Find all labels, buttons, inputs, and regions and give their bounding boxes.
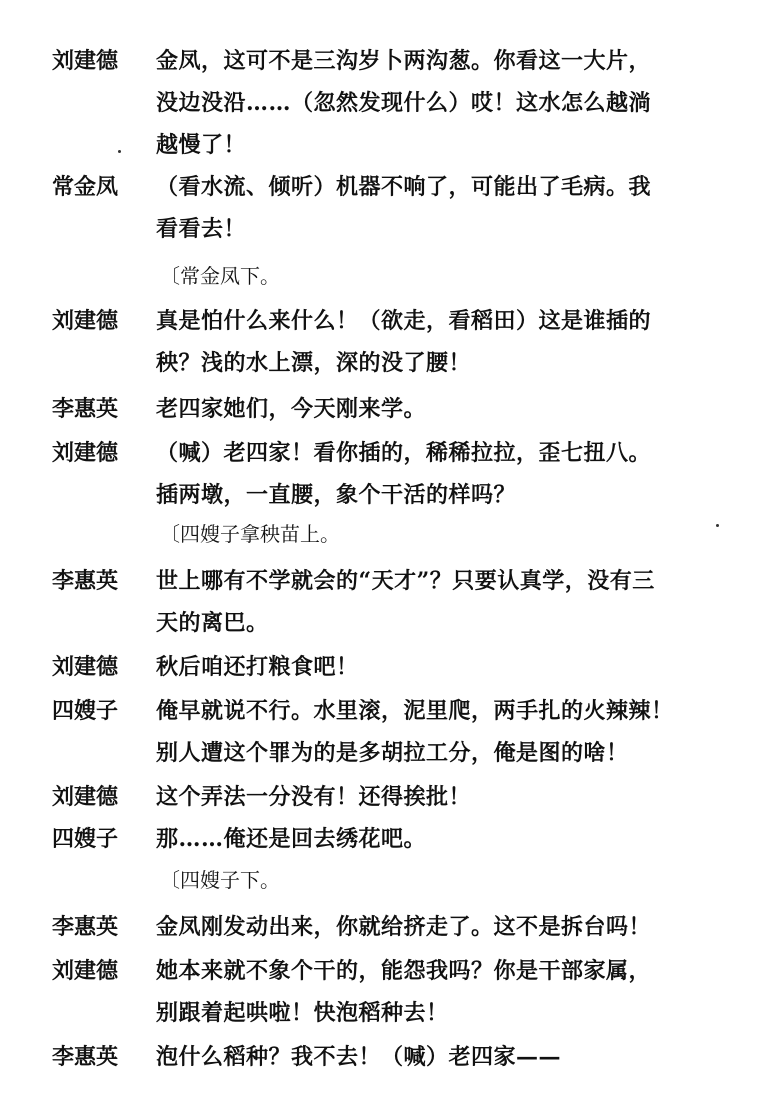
speech-text: [156, 300, 736, 384]
speech-line: 世上哪有不学就会的“天才”？只要认真学，没有三: [156, 568, 655, 594]
speech-text: [156, 646, 736, 688]
speech-line: 她本来就不象个干的，能怨我吗？你是干部家属，: [156, 958, 652, 984]
speech-line: 泡什么稻种？我不去！（喊）老四家——: [156, 1044, 562, 1070]
speaker-name: 李惠英: [52, 568, 119, 594]
speech-line: 金凤刚发动出来，你就给挤走了。这不是拆台吗！: [156, 914, 652, 940]
speech-text: [156, 950, 736, 1034]
speech-line: 天的离巴。: [156, 610, 269, 636]
speech-line: （看水流、倾听）机器不响了，可能出了毛病。我: [156, 174, 652, 200]
speech-line: 秧？浅的水上漂，深的没了腰！: [156, 350, 472, 376]
speech-text: [156, 40, 736, 166]
speech-line: 真是怕什么来什么！（欲走，看稻田）这是谁插的: [156, 308, 652, 334]
speaker-name: 刘建德: [52, 440, 119, 466]
print-speck: [716, 524, 719, 527]
speech-line: 插两墩，一直腰，象个干活的样吗？: [156, 482, 517, 508]
stage-direction: 〔常金凤下。: [160, 264, 280, 288]
speaker-name: 刘建德: [52, 308, 119, 334]
speaker-name: 刘建德: [52, 958, 119, 984]
stage-direction: 〔四嫂子拿秧苗上。: [160, 522, 340, 546]
speech-text: [156, 906, 736, 948]
speech-text: [156, 818, 736, 860]
speech-line: 越慢了！: [156, 132, 247, 158]
speech-line: 老四家她们，今天刚来学。: [156, 396, 427, 422]
speaker-name: 刘建德: [52, 48, 119, 74]
speech-line: 那……俺还是回去绣花吧。: [156, 826, 427, 852]
speech-line: 俺早就说不行。水里滚，泥里爬，两手扎的火辣辣！: [156, 698, 674, 724]
stage-direction: 〔四嫂子下。: [160, 868, 280, 892]
speaker-name: 刘建德: [52, 784, 119, 810]
speech-line: 别人遭这个罪为的是多胡拉工分，俺是图的啥！: [156, 740, 629, 766]
speaker-name: 四嫂子: [52, 826, 119, 852]
speech-line: 这个弄法一分没有！还得挨批！: [156, 784, 472, 810]
speech-line: 没边没沿……（忽然发现什么）哎！这水怎么越淌: [156, 90, 652, 116]
speech-line: 金凤，这可不是三沟岁卜两沟葱。你看这一大片，: [156, 48, 652, 74]
speech-text: [156, 166, 736, 250]
speech-line: 秋后咱还打粮食吧！: [156, 654, 359, 680]
speaker-name: 四嫂子: [52, 698, 119, 724]
speaker-name: 李惠英: [52, 396, 119, 422]
speech-line: 看看去！: [156, 216, 247, 242]
speech-line: 别跟着起哄啦！快泡稻种去！: [156, 1000, 449, 1026]
speaker-name: 常金凤: [52, 174, 119, 200]
speech-text: [156, 388, 736, 430]
speech-line: （喊）老四家！看你插的，稀稀拉拉，歪七扭八。: [156, 440, 652, 466]
speech-text: [156, 1036, 736, 1078]
speaker-name: 刘建德: [52, 654, 119, 680]
speech-text: [156, 776, 736, 818]
speech-text: [156, 690, 736, 774]
speech-text: [156, 560, 736, 644]
speaker-name: 李惠英: [52, 1044, 119, 1070]
speaker-name: 李惠英: [52, 914, 119, 940]
print-speck: [118, 150, 121, 153]
speech-text: [156, 432, 736, 516]
